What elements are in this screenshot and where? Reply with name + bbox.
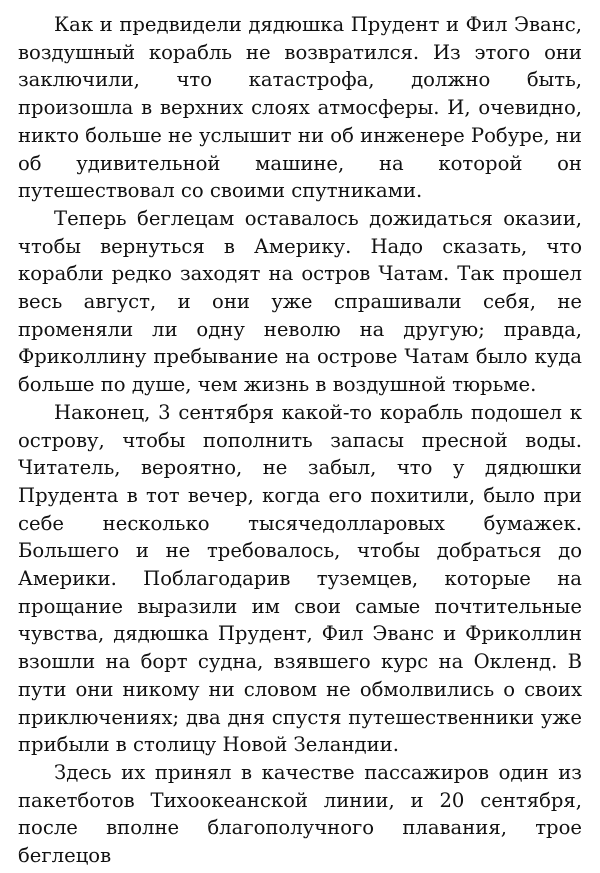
paragraph-1: Как и предвидели дядюшка Прудент и Фил Эванс, воздушный корабль не возвратился. Из этого они заключили, что катастрофа, должно быть, произошла в верхних слоях атмосферы. И, очевидно, никто больше не услышит ни об инженере Робуре, ни об удивительной машине, на которой он путешествовал со своими спутниками. — [18, 13, 582, 203]
document-page — [18, 11, 582, 870]
paragraph-3: Наконец, 3 сентября какой-то корабль подошел к острову, чтобы пополнить запасы пресной воды. Читатель, вероятно, не забыл, что у дядюшки Прудента в тот вечер, когда его похитили, было при себе несколько тысячедолларовых бумажек. Большего и не требовалось, чтобы добраться до Америки. Поблагодарив туземцев, которые на прощание выразили им свои самые почтительные чувства, дядюшка Прудент, Фил Эванс и Фриколлин взошли на борт судна, взявшего курс на Окленд. В пути они никому ни словом не обмолвились о своих приключениях; два дня спустя путешественники уже прибыли в столицу Новой Зеландии. — [18, 400, 582, 757]
paragraph-4: Здесь их принял в качестве пассажиров один из пакетботов Тихоокеанской линии, и 20 сентября, после вполне благополучного плавания, трое беглецов — [18, 760, 582, 868]
paragraph-2: Теперь беглецам оставалось дожидаться оказии, чтобы вернуться в Америку. Надо сказать, что корабли редко заходят на остров Чатам. Так прошел весь август, и они уже спрашивали себя, не променяли ли одну неволю на другую; правда, Фриколлину пребывание на острове Чатам было куда больше по душе, чем жизнь в воздушной тюрьме. — [18, 206, 582, 397]
